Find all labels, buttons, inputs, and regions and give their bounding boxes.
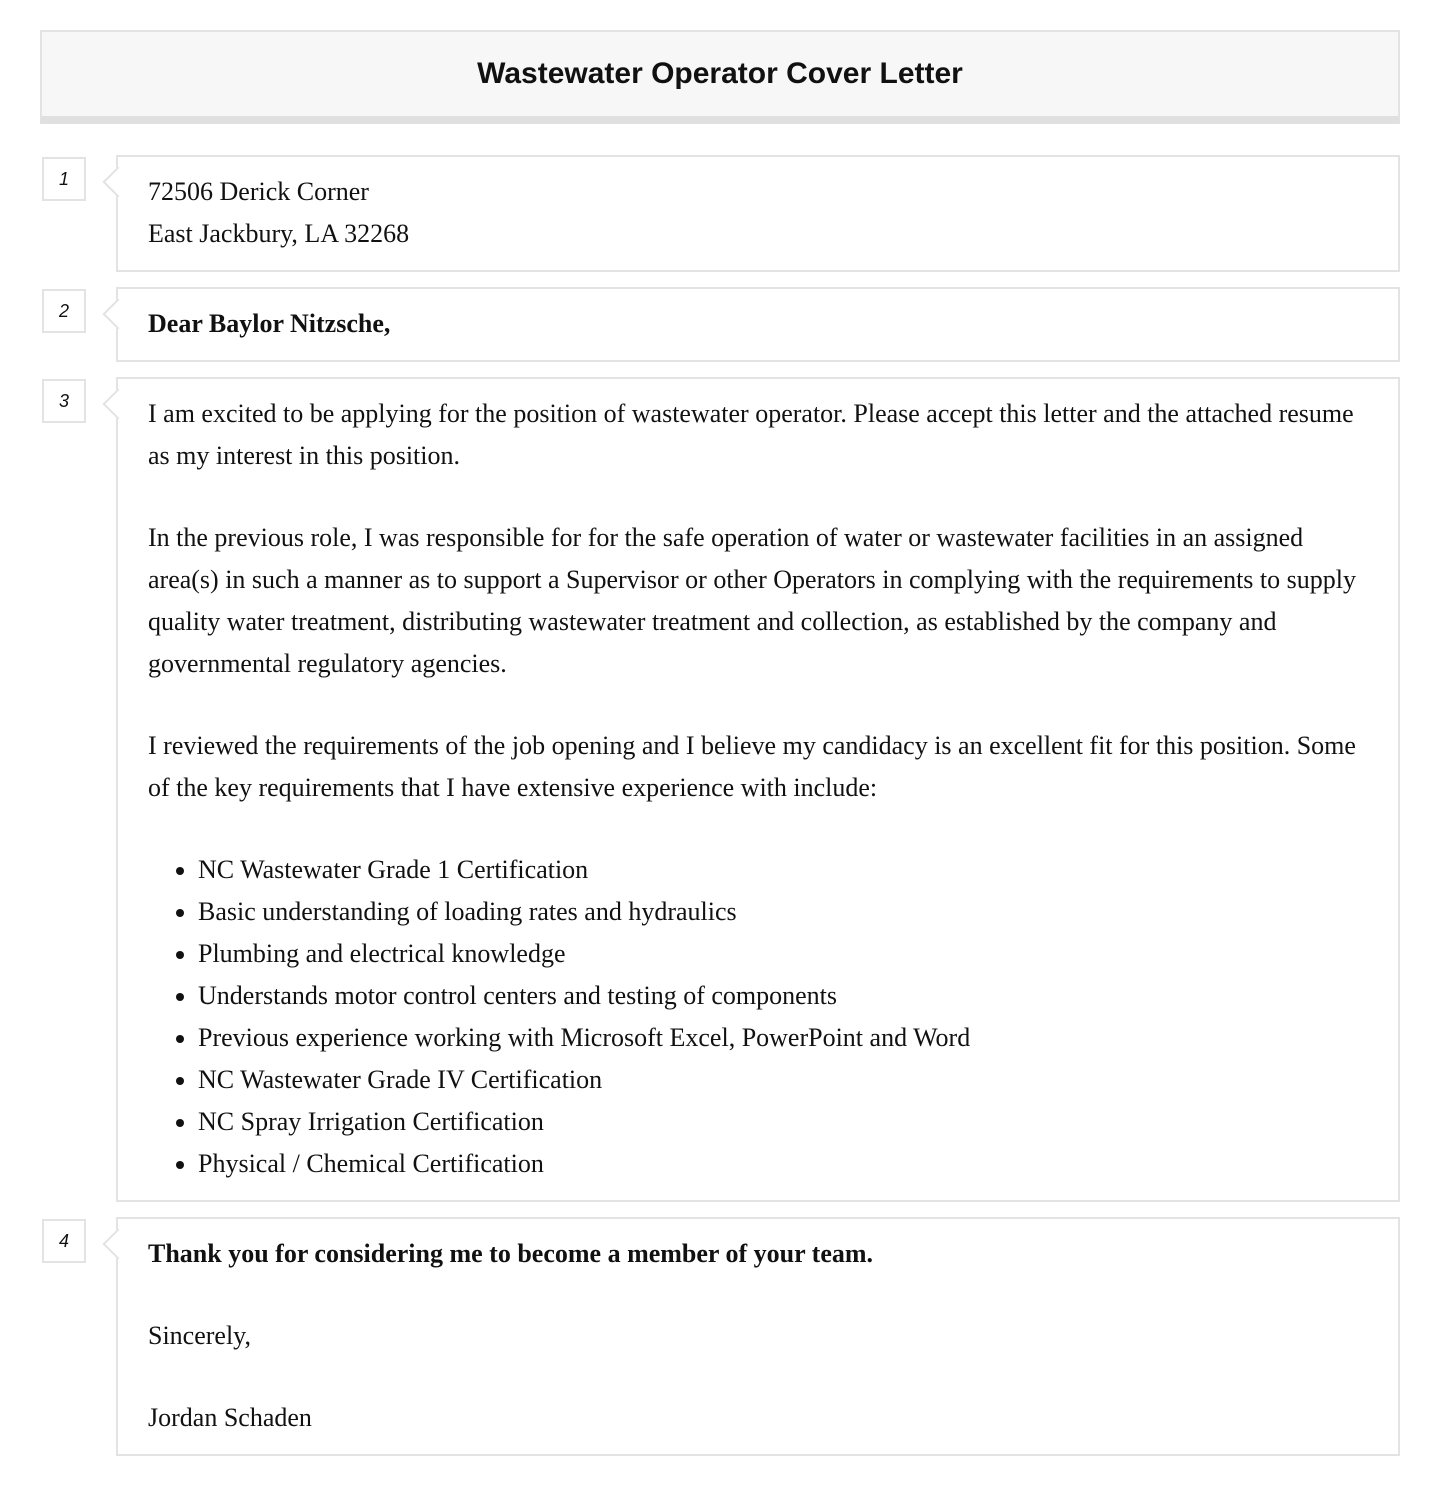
- list-item: • Understands motor control centers and testing of components: [198, 975, 1368, 1017]
- paragraph: In the previous role, I was responsible for for the safe operation of water or wastewater facilities in an assigned area(s) in such a manner as to support a Supervisor or other Operators in complying with the requirements to supply quality water treatment, distributing wastewater treatment and collection, as established by the company and governmental regulatory agencies.: [148, 523, 1356, 678]
- page-title: Wastewater Operator Cover Letter: [477, 57, 963, 90]
- greeting: Dear Baylor Nitzsche,: [148, 309, 391, 338]
- list-item: • Plumbing and electrical knowledge: [198, 933, 1368, 975]
- section-number: 3: [42, 379, 86, 423]
- paragraph: I reviewed the requirements of the job opening and I believe my candidacy is an excellent fit for this position. Some of the key requirements that I have extensive experience with include:: [148, 731, 1356, 802]
- list-item: • Physical / Chemical Certification: [198, 1143, 1368, 1185]
- section-number: 4: [42, 1219, 86, 1263]
- thanks-text: Thank you for considering me to become a member of your team.: [148, 1239, 874, 1268]
- list-item: • NC Wastewater Grade 1 Certification: [198, 849, 1368, 891]
- section-box: [116, 377, 1400, 1202]
- section-number: 2: [42, 289, 86, 333]
- signature-name: Jordan Schaden: [148, 1403, 312, 1432]
- list-item: • Previous experience working with Microsoft Excel, PowerPoint and Word: [198, 1017, 1368, 1059]
- paragraph: I am excited to be applying for the position of wastewater operator. Please accept this letter and the attached resume as my interest in this position.: [148, 399, 1354, 470]
- section-box: [116, 155, 1400, 272]
- section-box: [116, 287, 1400, 362]
- address-line: East Jackbury, LA 32268: [148, 219, 410, 248]
- address-line: 72506 Derick Corner: [148, 177, 369, 206]
- page-header: [40, 30, 1400, 124]
- list-item: • NC Spray Irrigation Certification: [198, 1101, 1368, 1143]
- closing: Sincerely,: [148, 1321, 251, 1350]
- requirements-list: [148, 849, 1368, 1185]
- section-number: 1: [42, 157, 86, 201]
- list-item: • NC Wastewater Grade IV Certification: [198, 1059, 1368, 1101]
- section-box: [116, 1217, 1400, 1456]
- list-item: • Basic understanding of loading rates and hydraulics: [198, 891, 1368, 933]
